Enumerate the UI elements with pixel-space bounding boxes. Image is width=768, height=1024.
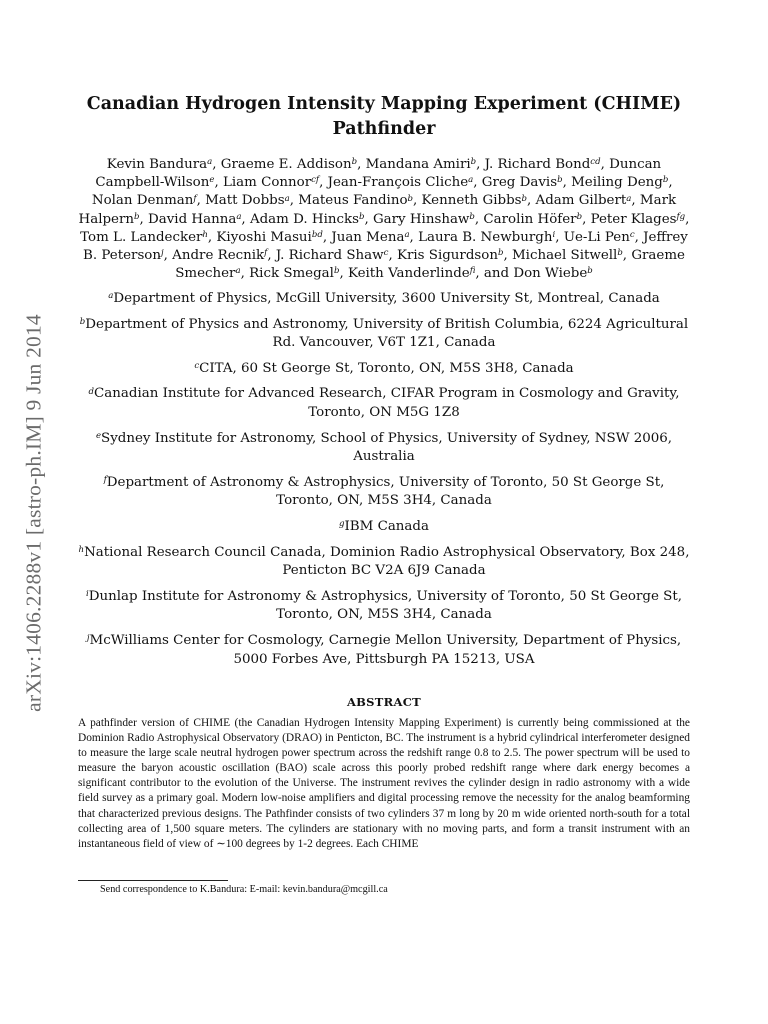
author-name: Liam Connor bbox=[222, 175, 312, 191]
author bbox=[80, 230, 208, 245]
author bbox=[397, 248, 503, 263]
author-name: Kevin Bandura bbox=[106, 157, 208, 172]
author bbox=[92, 193, 197, 208]
affiliation-text: CITA, 60 St George St, Toronto, ON, M5S 3H8, Canada bbox=[199, 360, 574, 376]
author-name: J. Richard Shaw bbox=[275, 248, 384, 264]
affiliation bbox=[78, 290, 690, 309]
author-affiliation-mark: b bbox=[333, 266, 340, 277]
author-affiliation-mark: b bbox=[497, 248, 504, 259]
author-name: Kenneth Gibbs bbox=[421, 193, 522, 209]
author bbox=[172, 248, 267, 263]
author bbox=[373, 212, 475, 227]
affiliation bbox=[78, 588, 690, 625]
affiliation bbox=[78, 430, 690, 467]
affiliation-key: f bbox=[103, 474, 107, 485]
affiliation-key: a bbox=[108, 291, 114, 302]
author-name: Andre Recnik bbox=[172, 248, 265, 264]
abstract-text: A pathfinder version of CHIME (the Canadian Hydrogen Intensity Mapping Experiment) is currently being commissioned at the Dominion Radio Astrophysical Observatory (DRAO) in Penticton, BC. The instrument is a hybrid cylindrical interferometer designed to measure the large scale neutral hydrogen power spectrum across the redshift range 0.8 to 2.5. The power spectrum will be used to measure the baryon acoustic oscillation (BAO) scale across this poorly probed redshift range where dark energy becomes a significant contributor to the evolution of the Universe. The instrument revives the cylinder design in radio astronomy with a wide field survey as a primary goal. Modern low-noise amplifiers and digital processing remove the necessity for the analog beamforming that characterized previous designs. The Pathfinder consists of two cylinders 37 m long by 20 m wide oriented north-south for a total collecting area of 1,500 square meters. The cylinders are stationary with no moving parts, and form a transit instrument with an instantaneous field of view of ∼100 degrees by 1-2 degrees. Each CHIME bbox=[78, 717, 690, 850]
author-affiliation-mark: cf bbox=[311, 175, 320, 186]
author-affiliation-mark: c bbox=[383, 248, 389, 259]
author-name: Kiyoshi Masui bbox=[216, 229, 312, 245]
author-name: Greg Davis bbox=[481, 175, 558, 191]
author-name: Graeme Smecher bbox=[175, 248, 685, 282]
correspondence-footnote: Send correspondence to K.Bandura: E-mail: kevin.bandura@mcgill.ca bbox=[100, 884, 388, 895]
author-affiliation-mark: b bbox=[351, 157, 358, 168]
author-affiliation-mark: b bbox=[407, 193, 414, 204]
author-name: Don Wiebe bbox=[513, 266, 588, 282]
author-affiliation-mark: c bbox=[629, 229, 635, 240]
author-name: Adam Gilbert bbox=[535, 193, 627, 209]
author bbox=[591, 212, 686, 227]
author-name: Rick Smegal bbox=[249, 266, 334, 282]
author bbox=[223, 175, 319, 190]
abstract-heading: ABSTRACT bbox=[346, 695, 422, 709]
affiliation-text: Department of Physics, McGill University, 3600 University St, Montreal, Canada bbox=[113, 291, 660, 306]
author-affiliation-mark: b bbox=[358, 211, 365, 222]
author-affiliation-mark: b bbox=[470, 157, 477, 168]
author bbox=[250, 212, 365, 227]
author-name: Kris Sigurdson bbox=[396, 248, 498, 264]
author-affiliation-mark: b bbox=[557, 175, 563, 186]
author bbox=[107, 157, 212, 172]
affiliation-key: b bbox=[79, 316, 86, 327]
author-name: Peter Klages bbox=[590, 211, 677, 227]
author-affiliation-mark: b bbox=[576, 211, 583, 222]
author-name: Jean-François Cliche bbox=[327, 175, 469, 191]
title-line-2: Pathfinder bbox=[332, 119, 436, 139]
author-affiliation-mark: a bbox=[626, 193, 632, 204]
author-name: Ue-Li Pen bbox=[563, 229, 630, 245]
author-name: Matt Dobbs bbox=[205, 193, 285, 209]
author-name: Tom L. Landecker bbox=[80, 229, 203, 245]
author-name: Duncan Campbell-Wilson bbox=[95, 157, 662, 191]
author-name: Graeme E. Addison bbox=[220, 157, 352, 172]
author bbox=[249, 266, 339, 281]
author bbox=[205, 193, 290, 208]
author-name: Adam D. Hincks bbox=[249, 211, 359, 227]
author-name: Mandana Amiri bbox=[365, 157, 471, 172]
author-affiliation-mark: cd bbox=[590, 157, 601, 168]
affiliation-key: e bbox=[95, 430, 102, 441]
footnote-divider bbox=[78, 880, 228, 881]
author-name: Nolan Denman bbox=[91, 193, 194, 209]
author bbox=[348, 266, 475, 281]
affiliation bbox=[78, 544, 690, 581]
author-name: Jeffrey B. Peterson bbox=[83, 229, 688, 264]
author-affiliation-mark: b bbox=[617, 248, 623, 259]
affiliation-key: i bbox=[86, 588, 89, 599]
author-affiliation-mark: b bbox=[587, 266, 593, 277]
author-affiliation-mark: b bbox=[134, 211, 140, 222]
arxiv-identifier-text: arXiv:1406.2288v1 [astro-ph.IM] 9 Jun 2014 bbox=[21, 314, 46, 712]
affiliation-text: McWilliams Center for Cosmology, Carnegie Mellon University, Department of Physics, 5000 Forbes Ave, Pittsburgh PA 15213, USA bbox=[89, 632, 682, 667]
author-affiliation-mark: e bbox=[209, 175, 215, 186]
author bbox=[536, 193, 632, 208]
author-affiliation-mark: b bbox=[469, 211, 475, 222]
affiliation bbox=[78, 385, 690, 422]
affiliation-text: Canadian Institute for Advanced Research, CIFAR Program in Cosmology and Gravity, Toronto, ON M5G 1Z8 bbox=[94, 386, 680, 420]
author bbox=[512, 248, 623, 263]
author bbox=[571, 175, 668, 190]
author bbox=[485, 157, 601, 172]
author-name: Keith Vanderlinde bbox=[347, 266, 470, 282]
affiliation-key: d bbox=[88, 386, 95, 397]
author-affiliation-mark: a bbox=[468, 175, 474, 186]
author bbox=[148, 212, 241, 227]
author-name: Mark Halpern bbox=[78, 193, 677, 227]
affiliation-text: Department of Physics and Astronomy, University of British Columbia, 6224 Agricultural Rd. Vancouver, V6T 1Z1, Canada bbox=[85, 316, 689, 351]
author bbox=[366, 157, 477, 172]
author-affiliation-mark: i bbox=[552, 229, 556, 240]
affiliation-text: IBM Canada bbox=[344, 518, 429, 534]
affiliation-key: c bbox=[194, 360, 200, 371]
author bbox=[564, 230, 635, 245]
author-affiliation-mark: a bbox=[404, 229, 410, 240]
author bbox=[422, 193, 527, 208]
affiliation-key: h bbox=[78, 544, 85, 555]
affiliation-list bbox=[78, 290, 690, 676]
paper-title bbox=[78, 92, 690, 142]
author-name: David Hanna bbox=[148, 211, 237, 227]
affiliation-key: j bbox=[86, 633, 90, 644]
author-affiliation-mark: j bbox=[161, 248, 164, 259]
author bbox=[276, 248, 389, 263]
affiliation bbox=[78, 632, 690, 669]
affiliation-text: Department of Astronomy & Astrophysics, University of Toronto, 50 St George St, Toronto, ON, M5S 3H4, Canada bbox=[106, 474, 665, 509]
author-name: Gary Hinshaw bbox=[372, 211, 470, 227]
author-name: Carolin Höfer bbox=[483, 211, 577, 227]
author-name: J. Richard Bond bbox=[484, 157, 591, 172]
affiliation-text: Dunlap Institute for Astronomy & Astrophysics, University of Toronto, 50 St George St, Toronto, ON, M5S 3H4, Canada bbox=[88, 588, 682, 623]
author-affiliation-mark: a bbox=[207, 157, 213, 168]
author-affiliation-mark: a bbox=[236, 211, 242, 222]
author bbox=[513, 266, 592, 281]
author bbox=[418, 230, 555, 245]
affiliation bbox=[78, 474, 690, 511]
affiliation-key: g bbox=[339, 519, 345, 530]
author-affiliation-mark: a bbox=[284, 193, 290, 204]
author bbox=[331, 230, 409, 245]
author bbox=[216, 230, 322, 245]
affiliation-text: Sydney Institute for Astronomy, School of Physics, University of Sydney, NSW 2006, Australia bbox=[101, 430, 673, 465]
author bbox=[482, 175, 563, 190]
author-affiliation-mark: b bbox=[521, 193, 528, 204]
author-affiliation-mark: f bbox=[264, 248, 268, 259]
author-name: Mateus Fandino bbox=[298, 193, 408, 209]
author-name: Juan Mena bbox=[331, 229, 405, 245]
author bbox=[298, 193, 413, 208]
affiliation-text: National Research Council Canada, Dominion Radio Astrophysical Observatory, Box 248, Penticton BC V2A 6J9 Canada bbox=[84, 544, 690, 579]
author bbox=[328, 175, 474, 190]
title-line-1: Canadian Hydrogen Intensity Mapping Experiment (CHIME) bbox=[86, 94, 682, 114]
author-affiliation-mark: b bbox=[662, 175, 669, 186]
affiliation bbox=[78, 518, 690, 537]
affiliation bbox=[78, 316, 690, 353]
author-affiliation-mark: a bbox=[235, 266, 241, 277]
arxiv-identifier bbox=[14, 268, 54, 758]
author-name: Laura B. Newburgh bbox=[418, 229, 553, 245]
author-affiliation-mark: h bbox=[202, 229, 208, 240]
author-affiliation-mark: f bbox=[193, 193, 197, 204]
affiliation bbox=[78, 360, 690, 379]
author-name: Michael Sitwell bbox=[511, 248, 618, 264]
author-list: Kevin Bandura$^a$, Graeme E. Addison$^b$, Mandana Amiri$^b$, J. Richard Bond$^{cd}$, Duncan Campbell-Wilson$^e$, Liam Connor$^{cf}$, Jean-François Cliche$^a$, Greg Davis$^b$, Meiling Deng$^b$, Nolan Denman$^f$, Matt Dobbs$^a$, Mateus Fandino$^b$, Kenneth Gibbs$^b$, Adam Gilbert$^a$, Mark Halpern$^b$, David Hanna$^a$, Adam D. Hincks$^b$, Gary Hinshaw$^b$, Carolin Höfer$^b$, Peter Klages$^{fg}$, Tom L. Landecker$^h$, Kiyoshi Masui$^{bd}$, Juan Mena$^a$, Laura B. Newburgh$^i$, Ue-Li Pen$^c$, Jeffrey B. Peterson$^j$, Andre Recnik$^f$, J. Richard Shaw$^c$, Kris Sigurdson$^b$, Michael Sitwell$^b$, Graeme Smecher$^a$, Rick Smegal$^b$, Keith Vanderlinde$^{fi}$, and Don Wiebe$^b$ bbox=[78, 157, 690, 282]
author-name: Meiling Deng bbox=[571, 175, 663, 191]
author-affiliation-mark: fg bbox=[676, 211, 686, 222]
author-affiliation-mark: bd bbox=[311, 229, 323, 240]
author bbox=[483, 212, 582, 227]
author bbox=[221, 157, 357, 172]
author-affiliation-mark: fi bbox=[469, 266, 476, 277]
